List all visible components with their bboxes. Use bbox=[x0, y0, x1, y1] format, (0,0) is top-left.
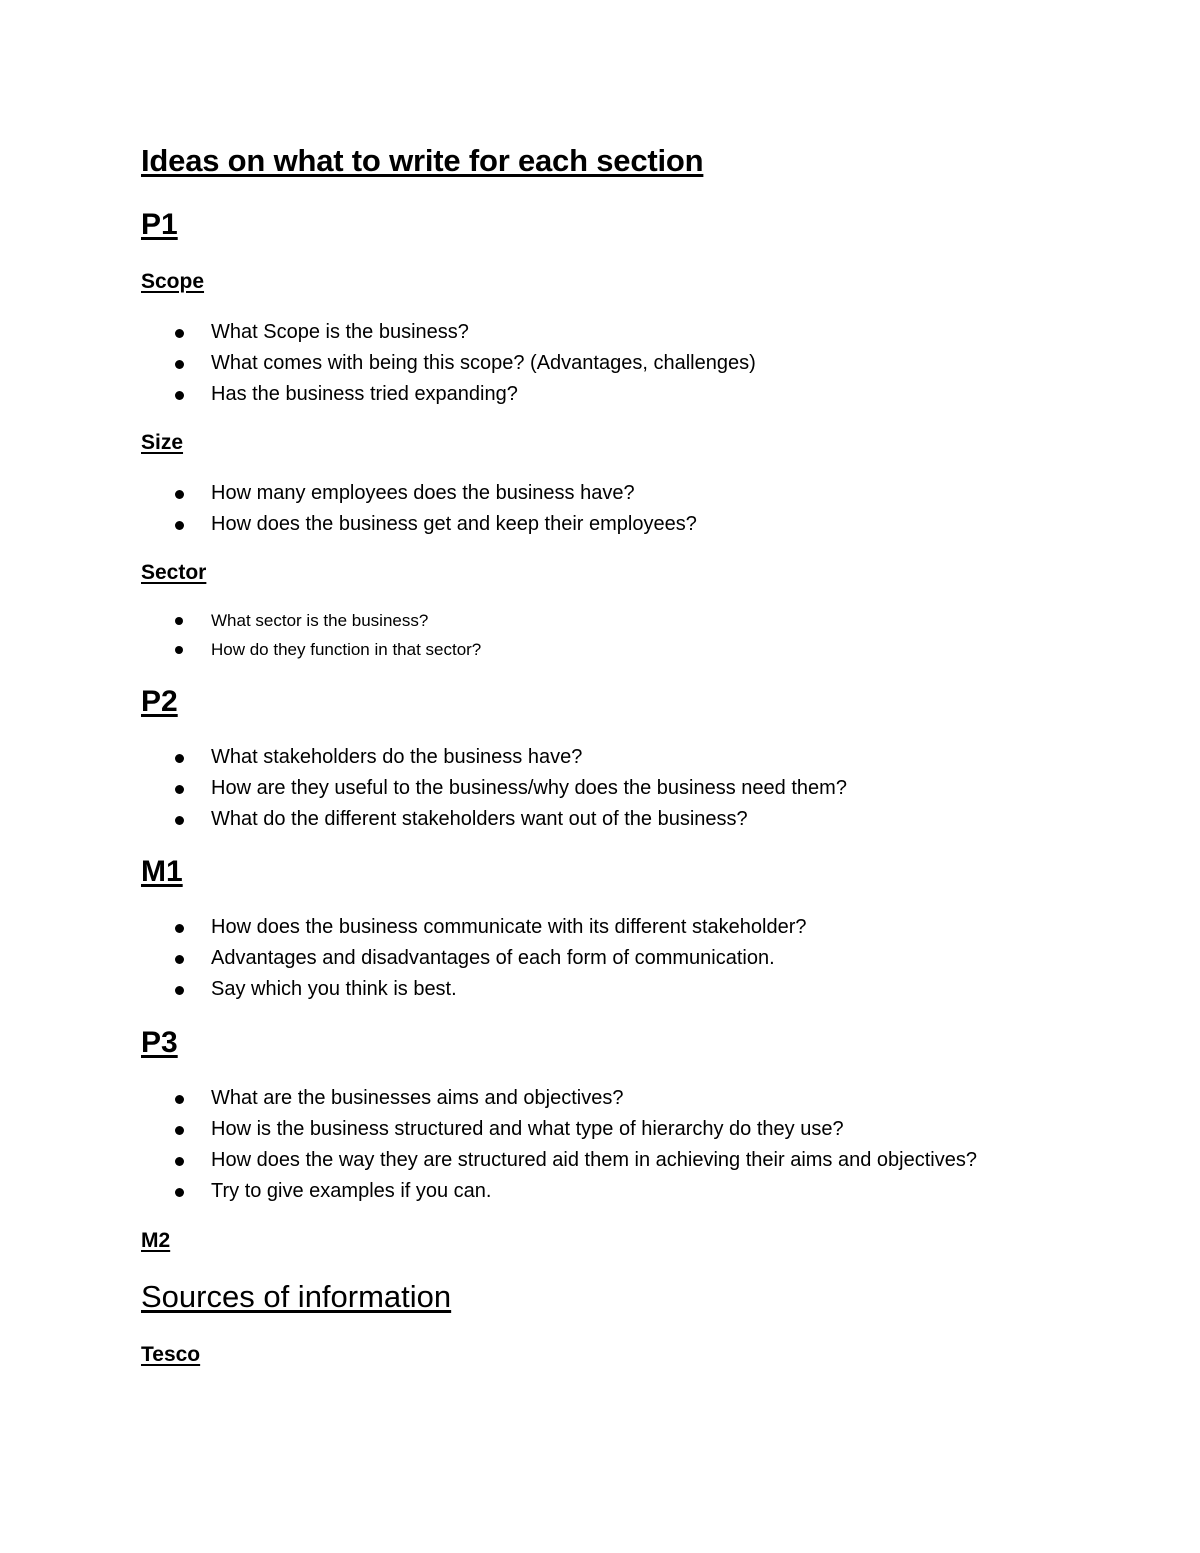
list-item-text: Advantages and disadvantages of each form of communication. bbox=[211, 947, 775, 969]
list-item bbox=[141, 742, 847, 773]
list-item-text: How does the business communicate with its different stakeholder? bbox=[211, 916, 807, 938]
list-item bbox=[141, 1145, 977, 1176]
list-item bbox=[141, 974, 807, 1005]
p3-list bbox=[141, 1083, 977, 1207]
list-item bbox=[141, 606, 481, 635]
size-list bbox=[141, 478, 697, 540]
subsection-heading-size: Size bbox=[141, 431, 184, 454]
list-item bbox=[141, 912, 807, 943]
bullet-icon bbox=[175, 490, 184, 499]
bullet-icon bbox=[175, 391, 184, 400]
bullet-icon bbox=[175, 360, 184, 369]
list-item-text: What Scope is the business? bbox=[211, 321, 469, 343]
section-heading-p3: P3 bbox=[141, 1026, 178, 1059]
list-item bbox=[141, 1176, 977, 1207]
section-heading-m2: M2 bbox=[141, 1229, 171, 1252]
bullet-icon bbox=[175, 816, 184, 825]
list-item-text: What comes with being this scope? (Advantages, challenges) bbox=[211, 352, 756, 374]
p2-list bbox=[141, 742, 847, 835]
list-item-text: What stakeholders do the business have? bbox=[211, 746, 583, 768]
bullet-icon bbox=[175, 1157, 184, 1166]
bullet-icon bbox=[175, 646, 183, 654]
list-item bbox=[141, 379, 756, 410]
list-item-text: How do they function in that sector? bbox=[211, 640, 482, 659]
bullet-icon bbox=[175, 785, 184, 794]
m1-list bbox=[141, 912, 807, 1005]
bullet-icon bbox=[175, 754, 184, 763]
bullet-icon bbox=[175, 1095, 184, 1104]
section-heading-p2: P2 bbox=[141, 685, 178, 718]
bullet-icon bbox=[175, 617, 183, 625]
list-item bbox=[141, 635, 481, 664]
bullet-icon bbox=[175, 924, 184, 933]
bullet-icon bbox=[175, 986, 184, 995]
list-item bbox=[141, 1083, 977, 1114]
list-item bbox=[141, 478, 697, 509]
sector-list bbox=[141, 606, 481, 664]
source-heading-tesco: Tesco bbox=[141, 1343, 201, 1366]
list-item-text: Say which you think is best. bbox=[211, 978, 457, 1000]
bullet-icon bbox=[175, 955, 184, 964]
list-item bbox=[141, 804, 847, 835]
list-item bbox=[141, 773, 847, 804]
subsection-heading-sector: Sector bbox=[141, 561, 207, 584]
list-item-text: How many employees does the business have? bbox=[211, 482, 635, 504]
list-item bbox=[141, 509, 697, 540]
list-item-text: Try to give examples if you can. bbox=[211, 1180, 492, 1202]
section-heading-p1: P1 bbox=[141, 208, 178, 241]
scope-list bbox=[141, 317, 756, 410]
bullet-icon bbox=[175, 521, 184, 530]
list-item-text: How is the business structured and what type of hierarchy do they use? bbox=[211, 1118, 844, 1140]
list-item bbox=[141, 317, 756, 348]
section-heading-m1: M1 bbox=[141, 855, 183, 888]
list-item-text: What do the different stakeholders want out of the business? bbox=[211, 808, 748, 830]
list-item bbox=[141, 348, 756, 379]
subsection-heading-scope: Scope bbox=[141, 270, 205, 293]
list-item-text: What are the businesses aims and objectives? bbox=[211, 1087, 624, 1109]
bullet-icon bbox=[175, 1126, 184, 1135]
bullet-icon bbox=[175, 1188, 184, 1197]
list-item bbox=[141, 943, 807, 974]
bullet-icon bbox=[175, 329, 184, 338]
document-title: Ideas on what to write for each section bbox=[141, 143, 704, 178]
list-item-text: How does the business get and keep their employees? bbox=[211, 513, 697, 535]
list-item-text: How does the way they are structured aid them in achieving their aims and objectives? bbox=[211, 1149, 977, 1171]
list-item-text: How are they useful to the business/why does the business need them? bbox=[211, 777, 847, 799]
list-item bbox=[141, 1114, 977, 1145]
sources-heading: Sources of information bbox=[141, 1279, 452, 1314]
list-item-text: Has the business tried expanding? bbox=[211, 383, 518, 405]
list-item-text: What sector is the business? bbox=[211, 611, 429, 630]
